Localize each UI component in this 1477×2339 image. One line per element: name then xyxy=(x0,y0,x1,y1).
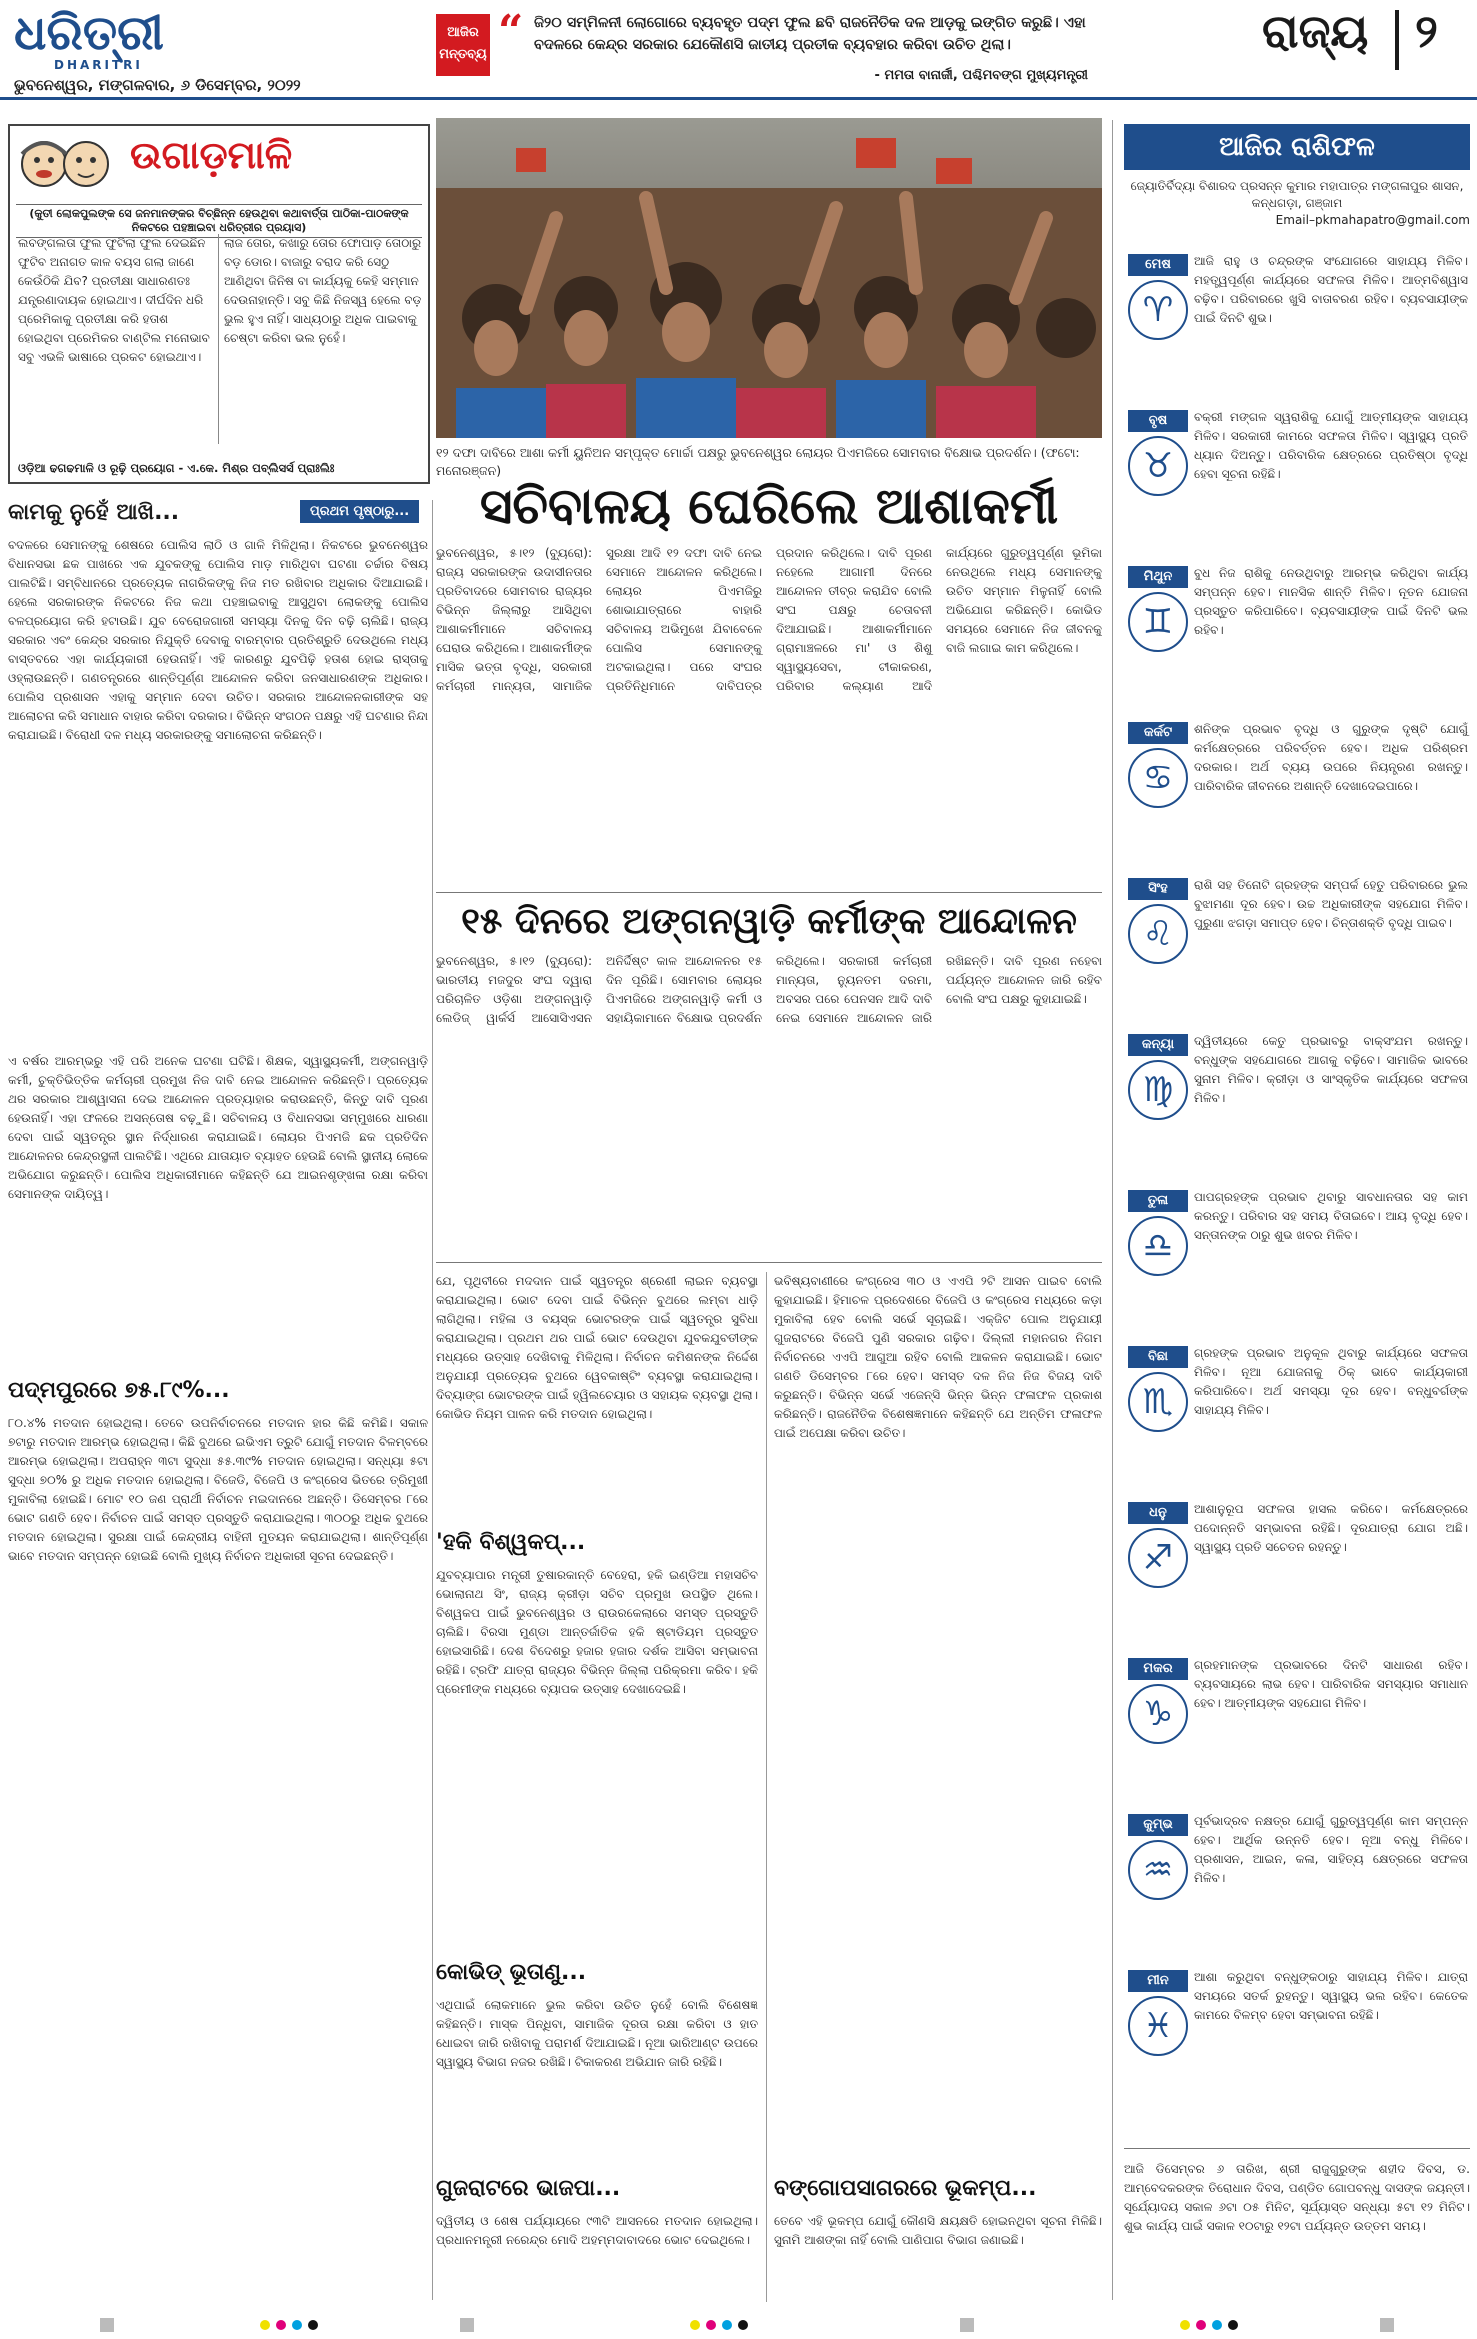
horoscope-sign: କୁମ୍ଭ ♒ ପୂର୍ବଭାଦ୍ରବ ନକ୍ଷତ୍ର ଯୋଗୁଁ ଗୁରୁତ୍ୱପୂର୍ଣ୍ଣ କାମ ସମ୍ପନ୍ନ ହେବ। ଆର୍ଥିକ ଉନ୍ନତି ହେବ। ନୂଆ ବନ୍ଧୁ ମିଳିବେ। ପ୍ରଶାସନ, ଆଇନ, କଳା, ସାହିତ୍ୟ କ୍ଷେତ୍ରରେ ସଫଳତା ମିଳିବ। xyxy=(1124,1810,1470,1938)
quote-of-the-day xyxy=(436,8,1096,90)
padampur-headline: ପଦ୍ମପୁରରେ ୭୫.୮୯%... xyxy=(8,1378,230,1403)
from-front-page-tag: ପ୍ରଥମ ପୃଷ୍ଠାରୁ... xyxy=(300,500,419,523)
horoscope-sign: କର୍କଟ ♋ ଶନିଙ୍କ ପ୍ରଭାବ ବୃଦ୍ଧି ଓ ଗୁରୁଙ୍କ ଦୃଷ୍ଟି ଯୋଗୁଁ କର୍ମକ୍ଷେତ୍ରରେ ପରିବର୍ତ୍ତନ ହେବ। ଅଧିକ ପରିଶ୍ରମ ଦରକାର। ଅର୍ଥ ବ୍ୟୟ ଉପରେ ନିୟନ୍ତ୍ରଣ ରଖନ୍ତୁ। ପାରିବାରିକ ଜୀବନରେ ଅଶାନ୍ତି ଦେଖାଦେଇପାରେ। xyxy=(1124,718,1470,846)
capricorn-icon: ♑ xyxy=(1128,1684,1188,1744)
quote-tag: ଆଜିର ମନ୍ତବ୍ୟ xyxy=(436,14,490,76)
horoscope-separator xyxy=(1124,2148,1470,2149)
quote-mark-icon: “ xyxy=(498,6,524,57)
quote-text: ଜି୨୦ ସମ୍ମିଳନୀ ଲୋଗୋରେ ବ୍ୟବହୃତ ପଦ୍ମ ଫୁଲ ଛବି ରାଜନୈତିକ ଦଳ ଆଡ଼କୁ ଇଙ୍ଗିତ କରୁଛି। ଏହା ବଦଳରେ କେନ୍ଦ୍ର ସରକାର ଯେକୌଣସି ଜାତୀୟ ପ୍ରତୀକ ବ୍ୟବହାର କରିବା ଉଚିତ ଥିଲା। xyxy=(534,15,1086,53)
cancer-icon: ♋ xyxy=(1128,748,1188,808)
cartoon-faces-icon xyxy=(16,130,112,200)
section-divider xyxy=(1395,10,1399,70)
cyan-mark xyxy=(722,2320,732,2330)
earthquake-headline: ବଙ୍ଗୋପସାଗରରେ ଭୂକମ୍ପ... xyxy=(774,2176,1037,2201)
aries-icon: ♈ xyxy=(1128,280,1188,340)
page-dateline: ଭୁବନେଶ୍ୱର, ମଙ୍ଗଳବାର, ୬ ଡିସେମ୍ବର, ୨୦୨୨ xyxy=(14,76,301,94)
print-registration-marks xyxy=(0,2316,1477,2336)
newspaper-logo: ଧରିତ୍ରୀ DHARITRI xyxy=(14,5,164,72)
cyan-mark xyxy=(1212,2320,1222,2330)
hockey-headline: 'ହକି ବିଶ୍ୱକପ୍... xyxy=(436,1530,586,1555)
ugadhamali-title: ଉଗାଡ଼ମାଳି xyxy=(130,132,293,177)
hockey-story-body: ଯୁବବ୍ୟାପାର ମନ୍ତ୍ରୀ ତୁଷାରକାନ୍ତି ବେହେରା, ହକି ଇଣ୍ଡିଆ ମହାସଚିବ ଭୋଲାନାଥ ସିଂ, ରାଜ୍ୟ କ୍ରୀଡ଼ା ସଚିବ ପ୍ରମୁଖ ଉପସ୍ଥିତ ଥିଲେ। ବିଶ୍ୱକପ ପାଇଁ ଭୁବନେଶ୍ୱର ଓ ରାଉରକେଲାରେ ସମସ୍ତ ପ୍ରସ୍ତୁତି ଚାଲିଛି। ବିରସା ମୁଣ୍ଡା ଆନ୍ତର୍ଜାତିକ ହକି ଷ୍ଟାଡିୟମ ପ୍ରସ୍ତୁତ ହୋଇସାରିଛି। ଦେଶ ବିଦେଶରୁ ହଜାର ହଜାର ଦର୍ଶକ ଆସିବା ସମ୍ଭାବନା ରହିଛି। ଟ୍ରଫି ଯାତ୍ରା ରାଜ୍ୟର ବିଭିନ୍ନ ଜିଲ୍ଲା ପରିକ୍ରମା କରିବ। ହକି ପ୍ରେମୀଙ୍କ ମଧ୍ୟରେ ବ୍ୟାପକ ଉତ୍ସାହ ଦେଖାଦେଇଛି। xyxy=(436,1568,758,1696)
kam-story-body-cont: ଏ ବର୍ଷର ଆରମ୍ଭରୁ ଏହି ପରି ଅନେକ ଘଟଣା ଘଟିଛି। ଶିକ୍ଷକ, ସ୍ୱାସ୍ଥ୍ୟକର୍ମୀ, ଅଙ୍ଗନୱାଡ଼ି କର୍ମୀ, ଚୁକ୍ତିଭିତ୍ତିକ କର୍ମଚାରୀ ପ୍ରମୁଖ ନିଜ ଦାବି ନେଇ ଆନ୍ଦୋଳନ କରିଛନ୍ତି। ପ୍ରତ୍ୟେକ ଥର ସରକାର ଆଶ୍ୱାସନା ଦେଇ ଆନ୍ଦୋଳନ ପ୍ରତ୍ୟାହାର କରାଉଛନ୍ତି, କିନ୍ତୁ ଦାବି ପୂରଣ ହେଉନାହିଁ। ଏହା ଫଳରେ ଅସନ୍ତୋଷ ବଢ଼ୁଛି। ସଚିବାଳୟ ଓ ବିଧାନସଭା ସମ୍ମୁଖରେ ଧାରଣା ଦେବା ପାଇଁ ସ୍ୱତନ୍ତ୍ର ସ୍ଥାନ ନିର୍ଦ୍ଧାରଣ କରାଯାଇଛି। ଲୋୟର ପିଏମଜି ଛକ ପ୍ରତିଦିନ ଆନ୍ଦୋଳନର କେନ୍ଦ୍ରସ୍ଥଳୀ ପାଲଟିଛି। ଏଥିରେ ଯାତାୟାତ ବ୍ୟାହତ ହେଉଛି ବୋଲି ସ୍ଥାନୀୟ ଲୋକେ ଅଭିଯୋଗ କରୁଛନ୍ତି। ପୋଲିସ ଅଧିକାରୀମାନେ କହିଛନ୍ତି ଯେ ଆଇନଶୃଙ୍ଖଳା ରକ୍ଷା କରିବା ସେମାନଙ୍କ ଦାୟିତ୍ୱ। xyxy=(8,1054,428,1201)
column-rule-3 xyxy=(1112,120,1113,2300)
horoscope-sign: ଧନୁ ♐ ଆଶାନୁରୂପ ସଫଳତା ହାସଲ କରିବେ। କର୍ମକ୍ଷେତ୍ରରେ ପଦୋନ୍ନତି ସମ୍ଭାବନା ରହିଛି। ଦୂରଯାତ୍ରା ଯୋଗ ଅଛି। ସ୍ୱାସ୍ଥ୍ୟ ପ୍ରତି ସଚେତନ ରହନ୍ତୁ। xyxy=(1124,1498,1470,1626)
horoscope-author: ଜ୍ୟୋତିର୍ବିଦ୍ୟା ବିଶାରଦ ପ୍ରସନ୍ନ କୁମାର ମହାପାତ୍ର ମଙ୍ଗଳାପୁର ଶାସନ, କନ୍ଧଗଡ଼ା, ଗଞ୍ଜାମ Email–pkmahapatro@gmail.com xyxy=(1130,179,1470,227)
black-mark xyxy=(1228,2320,1238,2330)
quote-source: - ମମତା ବାନାର୍ଜୀ, ପଶ୍ଚିମବଙ୍ଗ ମୁଖ୍ୟମନ୍ତ୍ରୀ xyxy=(874,68,1088,83)
earthquake-story-body: ତେବେ ଏହି ଭୂକମ୍ପ ଯୋଗୁଁ କୌଣସି କ୍ଷୟକ୍ଷତି ହୋଇନଥିବା ସୂଚନା ମିଳିଛି। ସୁନାମି ଆଶଙ୍କା ନାହିଁ ବୋଲି ପାଣିପାଗ ବିଭାଗ ଜଣାଇଛି। xyxy=(774,2214,1102,2247)
covid-story-body: ଏଥିପାଇଁ ଲୋକମାନେ ଭୁଲ କରିବା ଉଚିତ ନୁହେଁ ବୋଲି ବିଶେଷଜ୍ଞ କହିଛନ୍ତି। ମାସ୍କ ପିନ୍ଧିବା, ସାମାଜିକ ଦୂରତା ରକ୍ଷା କରିବା ଓ ହାତ ଧୋଇବା ଜାରି ରଖିବାକୁ ପରାମର୍ଶ ଦିଆଯାଇଛି। ନୂଆ ଭାରିଆଣ୍ଟ ଉପରେ ସ୍ୱାସ୍ଥ୍ୟ ବିଭାଗ ନଜର ରଖିଛି। ଟିକାକରଣ ଅଭିଯାନ ଜାରି ରହିଛି। xyxy=(436,1998,758,2069)
panji-text: ଆଜି ଡିସେମ୍ବର ୬ ତାରିଖ, ଶ୍ରୀ ରାଜୁଗୁରୁଙ୍କ ଶହୀଦ ଦିବସ, ଡ. ଆମ୍ବେଦକରଙ୍କ ତିରୋଧାନ ଦିବସ, ପଣ୍ଡିତ ଗୋପବନ୍ଧୁ ଦାସଙ୍କ ଜୟନ୍ତୀ। ସୂର୍ଯ୍ୟୋଦୟ ସକାଳ ୬ଟା ୦୫ ମିନିଟ, ସୂର୍ଯ୍ୟାସ୍ତ ସନ୍ଧ୍ୟା ୫ଟା ୧୨ ମିନିଟ। ଶୁଭ କାର୍ଯ୍ୟ ପାଇଁ ସକାଳ ୧୦ଟାରୁ ୧୨ଟା ପର୍ଯ୍ୟନ୍ତ ଉତ୍ତମ ସମୟ। xyxy=(1124,2162,1470,2233)
black-mark xyxy=(738,2320,748,2330)
horoscope-title: ଆଜିର ରାଶିଫଳ xyxy=(1124,124,1470,170)
cyan-mark xyxy=(292,2320,302,2330)
virgo-icon: ♍ xyxy=(1128,1060,1188,1120)
section-name: ରାଜ୍ୟ xyxy=(1262,4,1369,58)
padampur-story-body: ୮୦.୪% ମତଦାନ ହୋଇଥିଲା। ତେବେ ଉପନିର୍ବାଚନରେ ମତଦାନ ହାର କିଛି କମିଛି। ସକାଳ ୭ଟାରୁ ମତଦାନ ଆରମ୍ଭ ହୋଇଥିଲା। କିଛି ବୁଥରେ ଇଭିଏମ ତ୍ରୁଟି ଯୋଗୁଁ ମତଦାନ ବିଳମ୍ବରେ ଆରମ୍ଭ ହୋଇଥିଲା। ଅପରାହ୍ନ ୩ଟା ସୁଦ୍ଧା ୫୫.୩୯% ମତଦାନ ହୋଇଥିଲା। ସନ୍ଧ୍ୟା ୫ଟା ସୁଦ୍ଧା ୭୦% ରୁ ଅଧିକ ମତଦାନ ହୋଇଥିଲା। ବିଜେଡି, ବିଜେପି ଓ କଂଗ୍ରେସ ଭିତରେ ତ୍ରିମୁଖୀ ମୁକାବିଲା ହୋଇଛି। ମୋଟ ୧୦ ଜଣ ପ୍ରାର୍ଥୀ ନିର୍ବାଚନ ମଇଦାନରେ ଅଛନ୍ତି। ଡିସେମ୍ବର ୮ରେ ଭୋଟ ଗଣତି ହେବ। ନିର୍ବାଚନ ପାଇଁ ସମସ୍ତ ପ୍ରସ୍ତୁତି କରାଯାଇଥିଲା। ୩୦୦ରୁ ଅଧିକ ବୁଥରେ ମତଦାନ ହୋଇଥିଲା। ସୁରକ୍ଷା ପାଇଁ କେନ୍ଦ୍ରୀୟ ବାହିନୀ ମୁତୟନ କରାଯାଇଥିଲା। ଶାନ୍ତିପୂର୍ଣ୍ଣ ଭାବେ ମତଦାନ ସମ୍ପନ୍ନ ହୋଇଛି ବୋଲି ମୁଖ୍ୟ ନିର୍ବାଚନ ଅଧିକାରୀ ସୂଚନା ଦେଇଛନ୍ତି। xyxy=(8,1416,428,1563)
ugadhamali-left-text: ଲବଙ୍ଗଲତା ଫୁଲ ଫୁଟିଲା ଫୁଲ ଦେଇଛିନ ଫୁଟିବ ଅନାଗତ କାଳ ବୟସ ଗଲା ଜାଣେ କେଉଁଠିକି ଯିବ? ପ୍ରତୀକ୍ଷା ସାଧାରଣତଃ ଯନ୍ତ୍ରଣାଦାୟକ ହୋଇଥାଏ। ଦୀର୍ଘଦିନ ଧରି ପ୍ରେମିକାକୁ ପ୍ରତୀକ୍ଷା କରି ହତାଶ ହୋଇଥିବା ପ୍ରେମିକର ବାଣ୍ଟିଲ ମନୋଭାବ ସବୁ ଏଭଳି ଭାଷାରେ ପ୍ରକଟ ହୋଇଥାଏ। xyxy=(18,236,210,364)
column-rule-2 xyxy=(766,1272,767,2302)
covid-headline: କୋଭିଡ୍ ଭୂତାଣୁ... xyxy=(436,1960,587,1985)
main-headline: ସଚିବାଳୟ ଘେରିଲେ ଆଶାକର୍ମୀ xyxy=(479,477,1059,535)
kam-headline: କାମକୁ ନୁହେଁ ଆଖି... xyxy=(8,500,180,525)
magenta-mark xyxy=(706,2320,716,2330)
ugadhamali-divider xyxy=(218,234,219,444)
yellow-mark xyxy=(690,2320,700,2330)
scorpio-icon: ♏ xyxy=(1128,1372,1188,1432)
election-story-body: ଭବିଷ୍ୟବାଣୀରେ କଂଗ୍ରେସ ୩୦ ଓ ଏଏପି ୨ଟି ଆସନ ପାଇବ ବୋଲି କୁହାଯାଇଛି। ହିମାଚଳ ପ୍ରଦେଶରେ ବିଜେପି ଓ କଂଗ୍ରେସ ମଧ୍ୟରେ କଡ଼ା ମୁକାବିଲା ହେବ ବୋଲି ସର୍ଭେ ସୂଚାଇଛି। ଏକ୍ଜିଟ ପୋଲ ଅନୁଯାୟୀ ଗୁଜରାଟରେ ବିଜେପି ପୁଣି ସରକାର ଗଢ଼ିବ। ଦିଲ୍ଲୀ ମହାନଗର ନିଗମ ନିର୍ବାଚନରେ ଏଏପି ଆଗୁଆ ରହିବ ବୋଲି ଆକଳନ କରାଯାଇଛି। ଭୋଟ ଗଣତି ଡିସେମ୍ବର ୮ରେ ହେବ। ସମସ୍ତ ଦଳ ନିଜ ନିଜ ବିଜୟ ଦାବି କରୁଛନ୍ତି। ବିଭିନ୍ନ ସର୍ଭେ ଏଜେନ୍ସି ଭିନ୍ନ ଭିନ୍ନ ଫଳାଫଳ ପ୍ରକାଶ କରିଛନ୍ତି। ରାଜନୈତିକ ବିଶେଷଜ୍ଞମାନେ କହିଛନ୍ତି ଯେ ଅନ୍ତିମ ଫଳାଫଳ ପାଇଁ ଅପେକ୍ଷା କରିବା ଉଚିତ। xyxy=(774,1274,1102,1440)
gemini-icon: ♊ xyxy=(1128,592,1188,652)
gray-mark xyxy=(960,2318,974,2332)
libra-icon: ♎ xyxy=(1128,1216,1188,1276)
leo-icon: ♌ xyxy=(1128,904,1188,964)
main-story-body: ଭୁବନେଶ୍ୱର, ୫।୧୨ (ବ୍ୟୁରୋ): ରାଜ୍ୟ ସରକାରଙ୍କ ଉଦାସୀନତାର ପ୍ରତିବାଦରେ ସୋମବାର ରାଜ୍ୟର ବିଭିନ୍ନ ଜିଲ୍ଲାରୁ ଆସିଥିବା ଆଶାକର୍ମୀମାନେ ସଚିବାଳୟ ଘେରାଉ କରିଥିଲେ। ଆଶାକର୍ମୀଙ୍କ ମାସିକ ଭତ୍ତା ବୃଦ୍ଧି, ସରକାରୀ କର୍ମଚାରୀ ମାନ୍ୟତା, ସାମାଜିକ ସୁରକ୍ଷା ଆଦି ୧୨ ଦଫା ଦାବି ନେଇ ସେମାନେ ଆନ୍ଦୋଳନ କରିଥିଲେ। ଲୋୟର ପିଏମଜିରୁ ଶୋଭାଯାତ୍ରାରେ ବାହାରି ସଚିବାଳୟ ଅଭିମୁଖେ ଯିବାବେଳେ ପୋଲିସ ସେମାନଙ୍କୁ ଅଟକାଇଥିଲା। ପରେ ସଂଘର ପ୍ରତିନିଧିମାନେ ଦାବିପତ୍ର ପ୍ରଦାନ କରିଥିଲେ। ଦାବି ପୂରଣ ନହେଲେ ଆଗାମୀ ଦିନରେ ଆନ୍ଦୋଳନ ତୀବ୍ର କରାଯିବ ବୋଲି ସଂଘ ପକ୍ଷରୁ ଚେତାବନୀ ଦିଆଯାଇଛି। ଆଶାକର୍ମୀମାନେ ଗ୍ରାମାଞ୍ଚଳରେ ମା' ଓ ଶିଶୁ ସ୍ୱାସ୍ଥ୍ୟସେବା, ଟୀକାକରଣ, ପରିବାର କଲ୍ୟାଣ ଆଦି କାର୍ଯ୍ୟରେ ଗୁରୁତ୍ୱପୂର୍ଣ୍ଣ ଭୂମିକା ନେଉଥିଲେ ମଧ୍ୟ ସେମାନଙ୍କୁ ଉଚିତ ସମ୍ମାନ ମିଳୁନାହିଁ ବୋଲି ଅଭିଯୋଗ କରିଛନ୍ତି। କୋଭିଡ ସମୟରେ ସେମାନେ ନିଜ ଜୀବନକୁ ବାଜି ଲଗାଇ କାମ କରିଥିଲେ। xyxy=(436,546,1102,693)
horoscope-sign: ମିଥୁନ ♊ ବୁଧ ନିଜ ରାଶିକୁ ନେଉଥିବାରୁ ଆରମ୍ଭ କରିଥିବା କାର୍ଯ୍ୟ ସମ୍ପନ୍ନ ହେବ। ମାନସିକ ଶାନ୍ତି ମିଳିବ। ନୂତନ ଯୋଜନା ପ୍ରସ୍ତୁତ କରିପାରିବେ। ବ୍ୟବସାୟୀଙ୍କ ପାଇଁ ଦିନଟି ଭଲ ରହିବ। xyxy=(1124,562,1470,690)
gujarat-story-body: ଦ୍ୱିତୀୟ ଓ ଶେଷ ପର୍ଯ୍ୟାୟରେ ୯୩ଟି ଆସନରେ ମତଦାନ ହୋଇଥିଲା। ପ୍ରଧାନମନ୍ତ୍ରୀ ନରେନ୍ଦ୍ର ମୋଦି ଅହମ୍ମଦାବାଦରେ ଭୋଟ ଦେଇଥିଲେ। xyxy=(436,2214,758,2247)
magenta-mark xyxy=(1196,2320,1206,2330)
kam-story-body: ବଦଳରେ ସେମାନଙ୍କୁ ଶେଷରେ ପୋଲିସ ଲାଠି ଓ ଗାଳି ମିଳିଥିଲା। ନିକଟରେ ଭୁବନେଶ୍ୱର ବିଧାନସଭା ଛକ ପାଖରେ ଏକ ଯୁବକଙ୍କୁ ପୋଲିସ ମାଡ଼ ମାରିଥିବା ଘଟଣା ଚର୍ଚ୍ଚାର ବିଷୟ ପାଲଟିଛି। ସମ୍ବିଧାନରେ ପ୍ରତ୍ୟେକ ନାଗରିକଙ୍କୁ ନିଜ ମତ ରଖିବାର ଅଧିକାର ଦିଆଯାଇଛି। ହେଲେ ସରକାରଙ୍କ ନିକଟରେ ନିଜ କଥା ପହଞ୍ଚାଇବାକୁ ଆସୁଥିବା ଲୋକଙ୍କୁ ପୋଲିସ ବଳପ୍ରୟୋଗ କରି ହଟାଉଛି। ଯୁବ ବେରୋଜଗାରୀ ସମସ୍ୟା ଦିନକୁ ଦିନ ବଢ଼ି ଚାଲିଛି। ରାଜ୍ୟ ସରକାର ଏବଂ କେନ୍ଦ୍ର ସରକାର ନିଯୁକ୍ତି ଦେବାକୁ ବାରମ୍ବାର ପ୍ରତିଶ୍ରୁତି ଦେଉଥିଲେ ମଧ୍ୟ ବାସ୍ତବରେ ଏହା କାର୍ଯ୍ୟକାରୀ ହେଉନାହିଁ। ଏହି କାରଣରୁ ଯୁବପିଢ଼ି ହତାଶ ହୋଇ ରାସ୍ତାକୁ ଓହ୍ଲାଉଛନ୍ତି। ଗଣତନ୍ତ୍ରରେ ଶାନ୍ତିପୂର୍ଣ୍ଣ ଆନ୍ଦୋଳନ କରିବା ଜନସାଧାରଣଙ୍କ ଅଧିକାର। ପୋଲିସ ପ୍ରଶାସନ ଏହାକୁ ସମ୍ମାନ ଦେବା ଉଚିତ। ସରକାର ଆନ୍ଦୋଳନକାରୀଙ୍କ ସହ ଆଲୋଚନା କରି ସମାଧାନ ବାହାର କରିବା ଦରକାର। ବିଭିନ୍ନ ସଂଗଠନ ପକ୍ଷରୁ ଏହି ଘଟଣାର ନିନ୍ଦା କରାଯାଇଛି। ବିରୋଧୀ ଦଳ ମଧ୍ୟ ସରକାରଙ୍କୁ ସମାଲୋଚନା କରିଛନ୍ତି। xyxy=(8,538,428,742)
column-rule-1 xyxy=(432,500,433,2300)
horoscope-sign: ସିଂହ ♌ ରାଶି ସହ ତିନୋଟି ଗ୍ରହଙ୍କ ସମ୍ପର୍କ ହେତୁ ପରିବାରରେ ଭୁଲ ବୁଝାମଣା ଦୂର ହେବ। ଉଚ୍ଚ ଅଧିକାରୀଙ୍କ ସହଯୋଗ ମିଳିବ। ପୁରୁଣା ଝଗଡ଼ା ସମାପ୍ତ ହେବ। ଚିନ୍ତାଶକ୍ତି ବୃଦ୍ଧି ପାଇବ। xyxy=(1124,874,1470,1002)
story-separator xyxy=(436,892,1102,893)
gray-mark xyxy=(1380,2318,1394,2332)
ugadhamali-tagline: (କୁତୀ ଲୋକପୁଲଙ୍କ ସେ ଜନମାନଙ୍କର ବିଚ୍ଛିନ୍ନ ହେଉଥିବା କଥାବାର୍ତ୍ତା ପାଠିକା-ପାଠକଙ୍କ ନିକଟରେ ପହଞ୍ଚାଇବା ଧରିତ୍ରୀର ପ୍ରୟାସ) xyxy=(16,204,422,238)
ugadhamali-box xyxy=(8,124,430,484)
horoscope-sign: ବିଛା ♏ ଗ୍ରହଙ୍କ ପ୍ରଭାବ ଅନୁକୂଳ ଥିବାରୁ କାର୍ଯ୍ୟରେ ସଫଳତା ମିଳିବ। ନୂଆ ଯୋଜନାକୁ ଠିକ୍ ଭାବେ କାର୍ଯ୍ୟକାରୀ କରିପାରିବେ। ଅର୍ଥ ସମସ୍ୟା ଦୂର ହେବ। ବନ୍ଧୁବର୍ଗଙ୍କ ସାହାଯ୍ୟ ମିଳିବ। xyxy=(1124,1342,1470,1470)
sagittarius-icon: ♐ xyxy=(1128,1528,1188,1588)
horoscope-sign: ମକର ♑ ଗ୍ରହମାନଙ୍କ ପ୍ରଭାବରେ ଦିନଟି ସାଧାରଣ ରହିବ। ବ୍ୟବସାୟରେ ଲାଭ ହେବ। ପାରିବାରିକ ସମସ୍ୟାର ସମାଧାନ ହେବ। ଆତ୍ମୀୟଙ୍କ ସହଯୋଗ ମିଳିବ। xyxy=(1124,1654,1470,1782)
aquarius-icon: ♒ xyxy=(1128,1840,1188,1900)
protest-photo xyxy=(436,118,1102,438)
gray-mark xyxy=(460,2318,474,2332)
ugadhamali-credit: ଓଡ଼ିଆ ଢଗଢମାଳି ଓ ରୂଢ଼ି ପ୍ରୟୋଗ - ଏ.କେ. ମିଶ୍ର ପବ୍ଲିସର୍ସ ପ୍ରାଃଲିଃ xyxy=(18,461,335,475)
horoscope-sign: କନ୍ୟା ♍ ଦ୍ୱିତୀୟରେ କେତୁ ପ୍ରଭାବରୁ ବାକ୍ସଂଯମ ରଖନ୍ତୁ। ବନ୍ଧୁଙ୍କ ସହଯୋଗରେ ଆଗକୁ ବଢ଼ିବେ। ସାମାଜିକ ଭାବରେ ସୁନାମ ମିଳିବ। କ୍ରୀଡ଼ା ଓ ସାଂସ୍କୃତିକ କାର୍ଯ୍ୟରେ ସଫଳତା ମିଳିବ। xyxy=(1124,1030,1470,1158)
ugadhamali-right-text: ଲାଜ ତୋର, କଖାରୁ ତୋର ଫୋପାଡ଼ ତୋଠାରୁ ବଡ଼ ଡୋର। ବାଜାରୁ ବରାଦ କରି ସେଠୁ ଆଣିଥିବା ଜିନିଷ ବା କାର୍ଯ୍ୟକୁ କେହି ସମ୍ମାନ ଦେଉନାହାନ୍ତି। ସବୁ କିଛି ନିଜସ୍ୱ ହେଲେ ବଡ଼ ଭୁଲ ହୁଏ ନାହିଁ। ସାଧ୍ୟଠାରୁ ଅଧିକ ପାଇବାକୁ ଚେଷ୍ଟା କରିବା ଭଲ ନୁହେଁ। xyxy=(224,236,422,345)
pisces-icon: ♓ xyxy=(1128,1996,1188,2056)
horoscope-sign: ମୀନ ♓ ଆଶା କରୁଥିବା ବନ୍ଧୁଙ୍କଠାରୁ ସାହାଯ୍ୟ ମିଳିବ। ଯାତ୍ରା ସମୟରେ ସତର୍କ ରୁହନ୍ତୁ। ସ୍ୱାସ୍ଥ୍ୟ ଭଲ ରହିବ। କେତେକ କାମରେ ବିଳମ୍ବ ହେବା ସମ୍ଭାବନା ରହିଛି। xyxy=(1124,1966,1470,2094)
mid-story-body: ଯେ, ପୃଥିବୀରେ ମଦଦାନ ପାଇଁ ସ୍ୱତନ୍ତ୍ର ଶ୍ରେଣୀ ଲାଇନ ବ୍ୟବସ୍ଥା କରାଯାଇଥିଲା। ଭୋଟ ଦେବା ପାଇଁ ବିଭିନ୍ନ ବୁଥରେ ଲମ୍ବା ଧାଡ଼ି ଲାଗିଥିଲା। ମହିଳା ଓ ବୟସ୍କ ଭୋଟରଙ୍କ ପାଇଁ ସ୍ୱତନ୍ତ୍ର ସୁବିଧା କରାଯାଇଥିଲା। ପ୍ରଥମ ଥର ପାଇଁ ଭୋଟ ଦେଉଥିବା ଯୁବକଯୁବତୀଙ୍କ ମଧ୍ୟରେ ଉତ୍ସାହ ଦେଖିବାକୁ ମିଳିଥିଲା। ନିର୍ବାଚନ କମିଶନଙ୍କ ନିର୍ଦ୍ଦେଶ ଅନୁଯାୟୀ ପ୍ରତ୍ୟେକ ବୁଥରେ ୱେବକାଷ୍ଟିଂ ବ୍ୟବସ୍ଥା କରାଯାଇଥିଲା। ଦିବ୍ୟାଙ୍ଗ ଭୋଟରଙ୍କ ପାଇଁ ହ୍ୱିଲଚେୟାର ଓ ସହାୟକ ବ୍ୟବସ୍ଥା ଥିଲା। କୋଭିଡ ନିୟମ ପାଳନ କରି ମତଦାନ ହୋଇଥିଲା। xyxy=(436,1274,758,1421)
magenta-mark xyxy=(276,2320,286,2330)
horoscope-sign: ତୁଳା ♎ ପାପଗ୍ରହଙ୍କ ପ୍ରଭାବ ଥିବାରୁ ସାବଧାନତାର ସହ କାମ କରନ୍ତୁ। ପରିବାର ସହ ସମୟ ବିତାଇବେ। ଆୟ ବୃଦ୍ଧି ହେବ। ସନ୍ତାନଙ୍କ ଠାରୁ ଶୁଭ ଖବର ମିଳିବ। xyxy=(1124,1186,1470,1314)
yellow-mark xyxy=(1180,2320,1190,2330)
gray-mark xyxy=(100,2318,114,2332)
sub-story-body: ଭୁବନେଶ୍ୱର, ୫।୧୨ (ବ୍ୟୁରୋ): ଭାରତୀୟ ମଜଦୁର ସଂଘ ଦ୍ୱାରା ପରିଚାଳିତ ଓଡ଼ିଶା ଅଙ୍ଗନୱାଡ଼ି ଲେଡିଜ୍ ୱାର୍କର୍ସ ଆସୋସିଏସନ ଅନିର୍ଦ୍ଦିଷ୍ଟ କାଳ ଆନ୍ଦୋଳନର ୧୫ ଦିନ ପୂରିଛି। ସୋମବାର ଲୋୟର ପିଏମଜିରେ ଅଙ୍ଗନୱାଡ଼ି କର୍ମୀ ଓ ସହାୟିକାମାନେ ବିକ୍ଷୋଭ ପ୍ରଦର୍ଶନ କରିଥିଲେ। ସରକାରୀ କର୍ମଚାରୀ ମାନ୍ୟତା, ନ୍ୟୁନତମ ଦରମା, ଅବସର ପରେ ପେନସନ ଆଦି ଦାବି ନେଇ ସେମାନେ ଆନ୍ଦୋଳନ ଜାରି ରଖିଛନ୍ତି। ଦାବି ପୂରଣ ନହେବା ପର୍ଯ୍ୟନ୍ତ ଆନ୍ଦୋଳନ ଜାରି ରହିବ ବୋଲି ସଂଘ ପକ୍ଷରୁ କୁହାଯାଇଛି। xyxy=(436,954,1102,1025)
sub-headline: ୧୫ ଦିନରେ ଅଙ୍ଗନୱାଡ଼ି କର୍ମୀଙ୍କ ଆନ୍ଦୋଳନ xyxy=(461,901,1077,942)
photo-caption: ୧୨ ଦଫା ଦାବିରେ ଆଶା କର୍ମୀ ୟୁନିଅନ ସମ୍ପୃକ୍ତ ମୋର୍ଚ୍ଚା ପକ୍ଷରୁ ଭୁବନେଶ୍ୱର ଲୋୟର ପିଏମଜିରେ ସୋମବାର ବିକ୍ଷୋଭ ପ୍ରଦର୍ଶନ। (ଫଟୋ: ମନୋରଞ୍ଜନ) xyxy=(436,445,1080,478)
gujarat-headline: ଗୁଜରାଟରେ ଭାଜପା... xyxy=(436,2176,621,2201)
yellow-mark xyxy=(260,2320,270,2330)
masthead xyxy=(0,0,1477,100)
page-number: ୨ xyxy=(1415,4,1438,58)
taurus-icon: ♉ xyxy=(1128,436,1188,496)
black-mark xyxy=(308,2320,318,2330)
horoscope-sign: ବୃଷ ♉ ବକ୍ରୀ ମଙ୍ଗଳ ସ୍ୱରାଶିକୁ ଯୋଗୁଁ ଆତ୍ମୀୟଙ୍କ ସାହାଯ୍ୟ ମିଳିବ। ସରକାରୀ କାମରେ ସଫଳତା ମିଳିବ। ସ୍ୱାସ୍ଥ୍ୟ ପ୍ରତି ଧ୍ୟାନ ଦିଅନ୍ତୁ। ପରିବାରିକ କ୍ଷେତ୍ରରେ ପ୍ରତିଷ୍ଠା ବୃଦ୍ଧି ହେବା ସୂଚନା ରହିଛି। xyxy=(1124,406,1470,534)
story-separator xyxy=(436,1262,1102,1263)
horoscope-sign: ମେଷ ♈ ଆଜି ରାହୁ ଓ ଚନ୍ଦ୍ରଙ୍କ ସଂଯୋଗରେ ସାହାଯ୍ୟ ମିଳିବ। ମହତ୍ତ୍ୱପୂର୍ଣ୍ଣ କାର୍ଯ୍ୟରେ ସଫଳତା ମିଳିବ। ଆତ୍ମବିଶ୍ୱାସ ବଢ଼ିବ। ପରିବାରରେ ଖୁସି ବାତାବରଣ ରହିବ। ବ୍ୟବସାୟୀଙ୍କ ପାଇଁ ଦିନଟି ଶୁଭ। xyxy=(1124,250,1470,378)
